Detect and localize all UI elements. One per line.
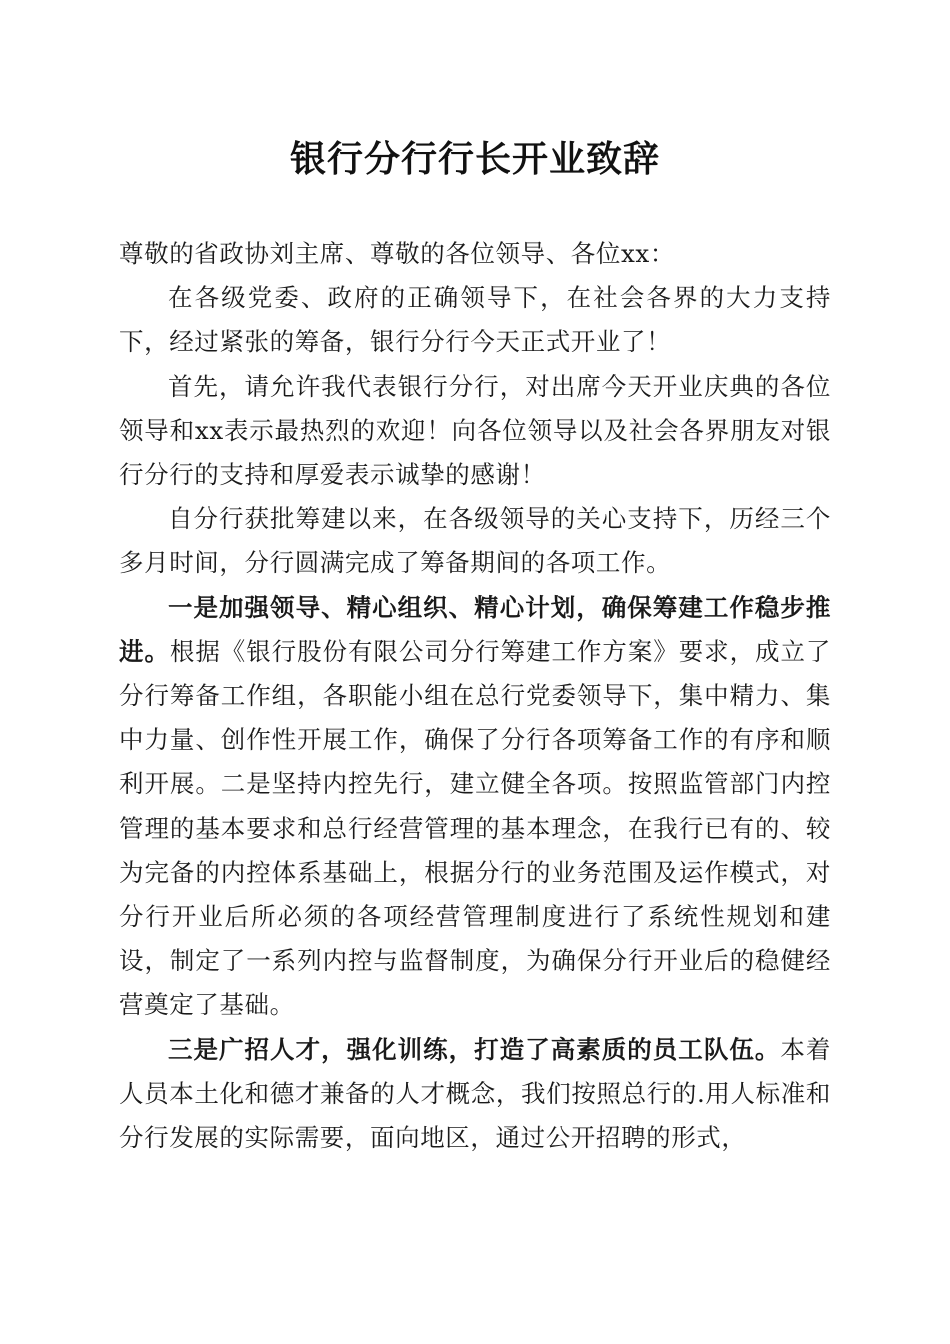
paragraph-text: 本着人员本土化和德才兼备的人才概念，我们按照总行的.用人标准和分行发展的实际需要，面向地区，通过公开招聘的形式， — [119, 1034, 831, 1153]
paragraph-3 — [119, 497, 831, 585]
document-body — [119, 232, 831, 1160]
paragraph-4 — [119, 586, 831, 1028]
paragraph-1 — [119, 276, 831, 364]
paragraph-text: 在各级党委、政府的正确领导下，在社会各界的大力支持下，经过紧张的筹备，银行分行今天正式开业了！ — [119, 283, 831, 357]
salutation: 尊敬的省政协刘主席、尊敬的各位领导、各位xx： — [119, 239, 675, 268]
paragraph-5 — [119, 1028, 831, 1161]
paragraph-lead: 一是加强领导、精心组织、精心计划，确保筹建工作稳步推进。 — [119, 592, 831, 666]
paragraph-text: 首先，请允许我代表银行分行，对出席今天开业庆典的各位领导和xx表示最热烈的欢迎！向各位领导以及社会各界朋友对银行分行的支持和厚爱表示诚挚的感谢！ — [119, 371, 831, 490]
paragraph-lead: 三是广招人才，强化训练，打造了高素质的员工队伍。 — [168, 1034, 781, 1064]
paragraph-text: 自分行获批筹建以来，在各级领导的关心支持下，历经三个多月时间，分行圆满完成了筹备期间的各项工作。 — [119, 504, 831, 578]
paragraph-2 — [119, 365, 831, 498]
document-title: 银行分行行长开业致辞 — [289, 138, 660, 180]
paragraph-text: 根据《银行股份有限公司分行筹建工作方案》要求，成立了分行筹备工作组，各职能小组在总行党委领导下，集中精力、集中力量、创作性开展工作，确保了分行各项筹备工作的有序和顺利开展。二是坚持内控先行，建立健全各项。按照监管部门内控管理的基本要求和总行经营管理的基本理念，在我行已有的、较为完备的内控体系基础上，根据分行的业务范围及运作模式，对分行开业后所必须的各项经营管理制度进行了系统性规划和建设，制定了一系列内控与监督制度，为确保分行开业后的稳健经营奠定了基础。 — [119, 636, 831, 1020]
